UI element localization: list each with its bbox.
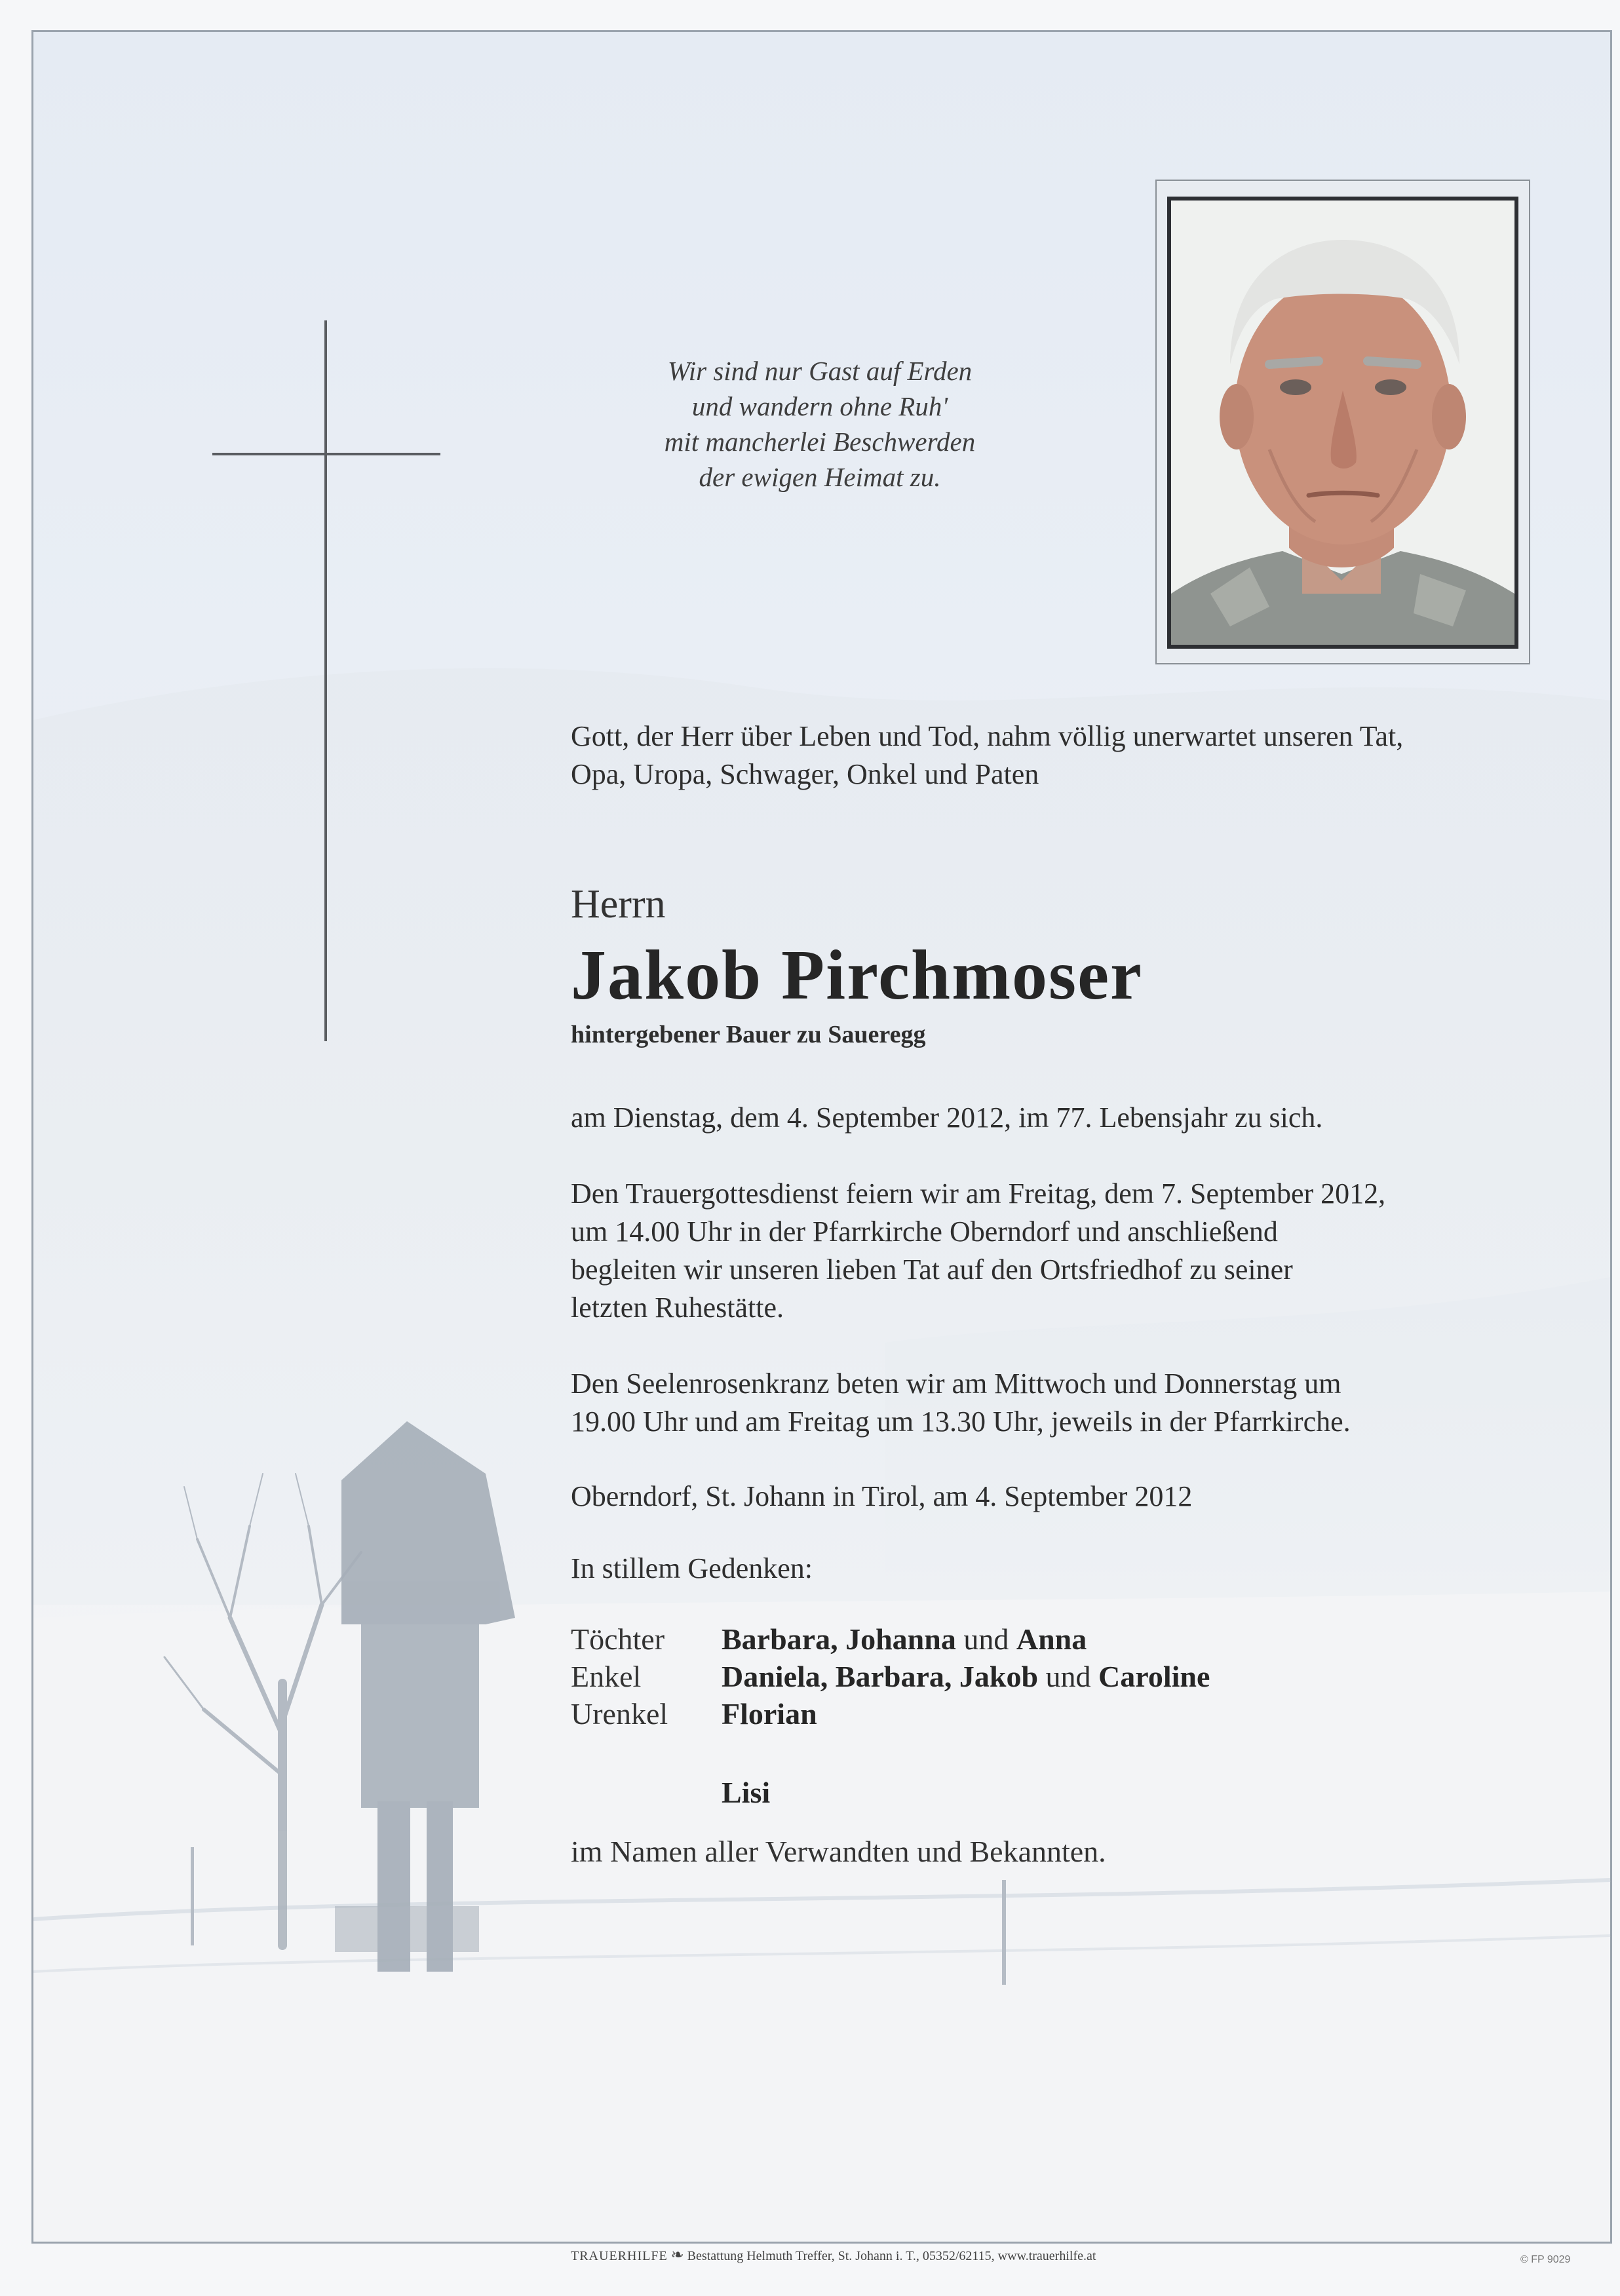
dove-icon: ❧ xyxy=(670,2247,684,2264)
form-code: © FP 9029 xyxy=(1520,2254,1571,2265)
funeral-service-line: Den Trauergottesdienst feiern wir am Freitag, dem 7. September 2012, xyxy=(571,1177,1386,1210)
deceased-name: Jakob Pirchmoser xyxy=(571,936,1143,1014)
rosary-line: Den Seelenrosenkranz beten wir am Mittwoch und Donnerstag um xyxy=(571,1368,1341,1400)
family-row xyxy=(571,1620,1210,1658)
intro-line: Gott, der Herr über Leben und Tod, nahm völlig unerwartet unseren Tat, xyxy=(571,720,1404,752)
family-names xyxy=(722,1658,1210,1695)
funeral-service-line: um 14.00 Uhr in der Pfarrkirche Oberndorf und anschließend xyxy=(571,1215,1278,1248)
portrait-illustration xyxy=(1171,201,1514,645)
salutation: Herrn xyxy=(571,882,666,927)
rosary-line: 19.00 Uhr und am Freitag um 13.30 Uhr, jeweils in der Pfarrkirche. xyxy=(571,1406,1351,1438)
funeral-service-line: letzten Ruhestätte. xyxy=(571,1292,784,1324)
family-name: Florian xyxy=(722,1697,817,1731)
relation-label: Töchter xyxy=(571,1622,665,1656)
place-date: Oberndorf, St. Johann in Tirol, am 4. September 2012 xyxy=(571,1480,1193,1512)
family-row xyxy=(571,1695,1210,1732)
funeral-service-line: begleiten wir unseren lieben Tat auf den Ortsfriedhof zu seiner xyxy=(571,1253,1293,1286)
family-name: Caroline xyxy=(1098,1660,1210,1693)
family-connector: und xyxy=(955,1622,1016,1656)
poem-line: und wandern ohne Ruh' xyxy=(691,391,948,421)
family-name: Anna xyxy=(1016,1622,1087,1656)
cross-vertical-bar xyxy=(324,320,327,1041)
deceased-subtitle: hintergebener Bauer zu Saueregg xyxy=(571,1021,926,1048)
family-name: Barbara, Johanna xyxy=(722,1622,956,1656)
death-date-line: am Dienstag, dem 4. September 2012, im 77. Lebensjahr zu sich. xyxy=(571,1101,1323,1134)
family-names xyxy=(722,1620,1210,1658)
extra-name: Lisi xyxy=(722,1776,771,1809)
portrait-frame xyxy=(1155,180,1530,664)
footer-details: Bestattung Helmuth Treffer, St. Johann i. T., 05352/62115, www.trauerhilfe.at xyxy=(687,2249,1096,2263)
poem-line: der ewigen Heimat zu. xyxy=(699,462,941,492)
family-connector: und xyxy=(1038,1660,1099,1693)
family-row xyxy=(571,1658,1210,1695)
family-name: Daniela, Barbara, Jakob xyxy=(722,1660,1039,1693)
poem-line: Wir sind nur Gast auf Erden xyxy=(667,356,973,386)
relation-label: Enkel xyxy=(571,1660,642,1693)
portrait-photo xyxy=(1167,197,1518,649)
family-list xyxy=(571,1620,1210,1732)
family-names xyxy=(722,1695,1210,1732)
footer-credit xyxy=(571,2246,1096,2265)
cross-horizontal-bar xyxy=(212,453,440,455)
footer-brand: TRAUERHILFE xyxy=(571,2249,668,2263)
memorial-poem xyxy=(577,353,1062,495)
closing-line: im Namen aller Verwandten und Bekannten. xyxy=(571,1835,1106,1868)
remembrance-heading: In stillem Gedenken: xyxy=(571,1552,813,1584)
relation-label: Urenkel xyxy=(571,1697,668,1731)
poem-line: mit mancherlei Beschwerden xyxy=(664,427,976,457)
intro-line: Opa, Uropa, Schwager, Onkel und Paten xyxy=(571,758,1039,790)
